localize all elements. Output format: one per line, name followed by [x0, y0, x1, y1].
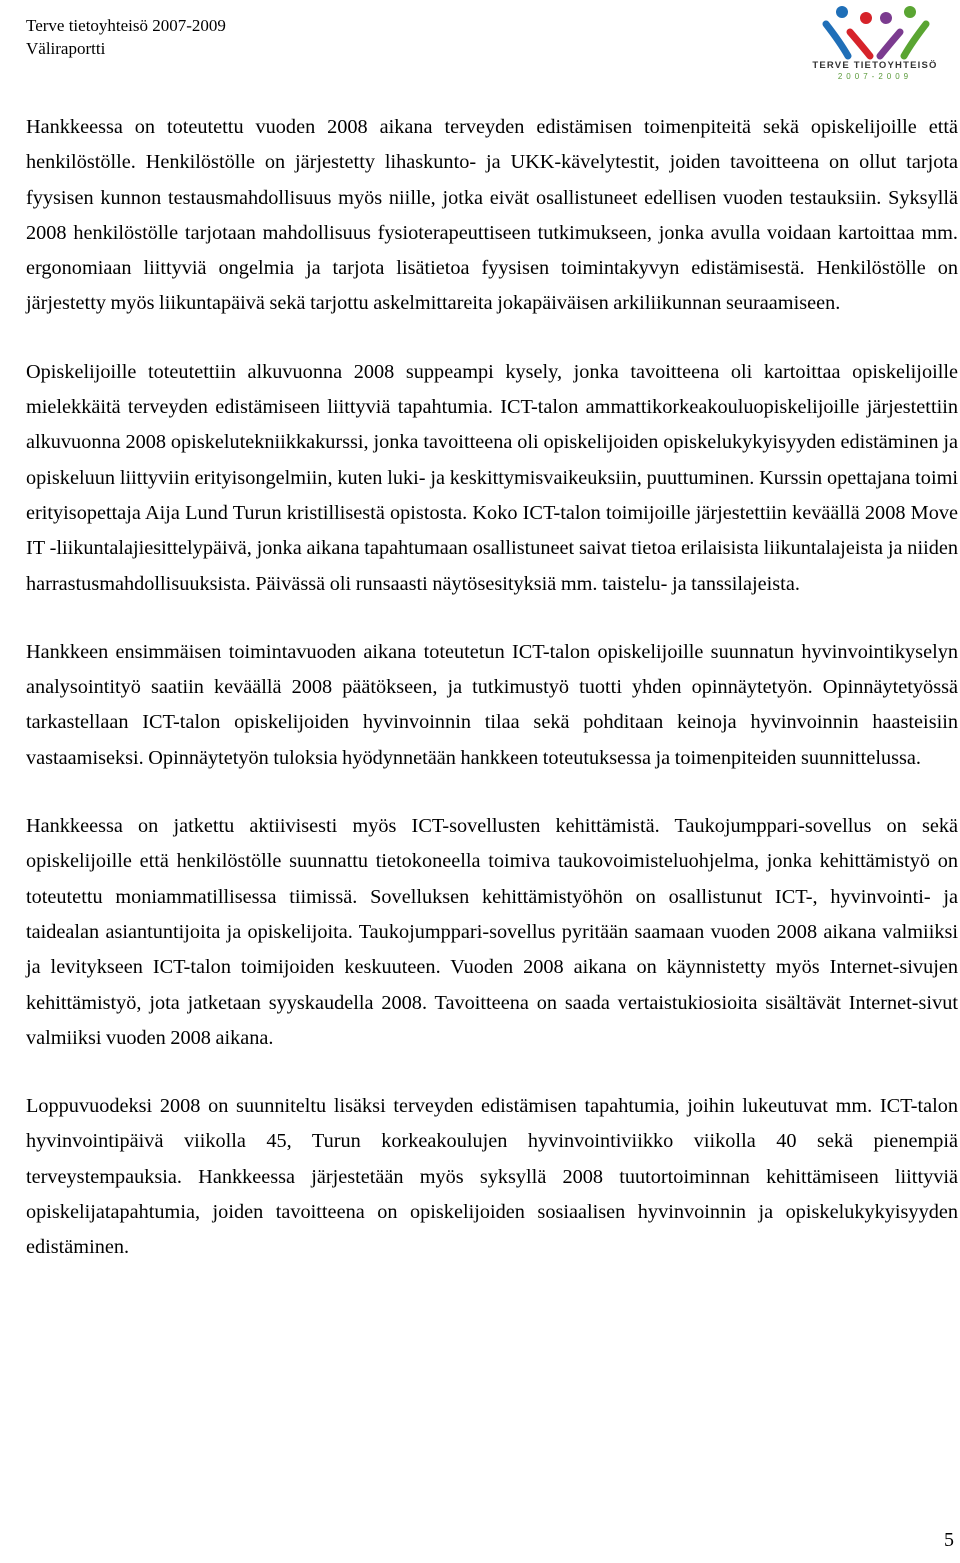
paragraph: Hankkeessa on toteutettu vuoden 2008 aikana terveyden edistämisen toimenpiteitä sekä opiskelijoille että henkilöstölle. Henkilöstölle on järjestetty lihaskunto- ja UKK-kävelytestit, joiden tavoitteena on ollut tarjota fyysisen kunnon testausmahdollisuus myös niille, jotka eivät osallistuneet edellisen vuoden testauksiin. Syksyllä 2008 henkilöstölle tarjotaan mahdollisuus fysioterapeuttiseen tutkimukseen, jonka avulla voidaan kartoittaa mm. ergonomiaan liittyviä ongelmia ja tarjota lisätietoa fyysisen toimintakyvyn edistämisestä. Henkilöstölle on järjestetty myös liikuntapäivä sekä tarjottu askelmittareita jokapäiväisen arkiliikunnan seuraamiseen.: [26, 116, 958, 315]
page-number: 5: [944, 1529, 954, 1551]
document-header: [26, 14, 226, 60]
paragraph: Hankkeen ensimmäisen toimintavuoden aikana toteutetun ICT-talon opiskelijoille suunnatun hyvinvointikyselyn analysointityö saatiin keväällä 2008 päätökseen, ja tutkimustyö tuotti yhden opinnäytetyön. Opinnäytetyössä tarkastellaan ICT-talon opiskelijoiden hyvinvoinnin tilaa sekä pohditaan keinoja hyvinvoinnin haasteisiin vastaamiseksi. Opinnäytetyön tuloksia hyödynnetään hankkeen toteutuksessa ja toimenpiteiden suunnittelussa.: [26, 640, 958, 769]
header-subtitle: Väliraportti: [26, 39, 106, 58]
header-title: Terve tietoyhteisö 2007-2009: [26, 16, 226, 35]
logo-figures-icon: [800, 2, 950, 60]
paragraph: Hankkeessa on jatkettu aktiivisesti myös ICT-sovellusten kehittämistä. Taukojumppari-sovellus on sekä opiskelijoille että henkilöstölle suunnattu tietokoneella toimiva taukovoimisteluohjelma, jonka kehittämistyö on toteutettu moniammatillisessa tiimissä. Sovelluksen kehittämistyöhön on osallistunut ICT-, hyvinvointi- ja taidealan asiantuntijoita ja opiskelijoita. Taukojumppari-sovellus pyritään saamaan vuoden 2008 aikana valmiiksi ja levitykseen ICT-talon toimijoiden keskuuteen. Vuoden 2008 aikana on käynnistetty myös Internet-sivujen kehittämistyö, jota jatketaan syyskaudella 2008. Tavoitteena on saada vertaistukiosioita sisältävät Internet-sivut valmiiksi vuoden 2008 aikana.: [26, 815, 958, 1049]
logo-years: 2007-2009: [837, 72, 913, 81]
document-body: [26, 110, 958, 1299]
paragraph: Opiskelijoille toteutettiin alkuvuonna 2008 suppeampi kysely, jonka tavoitteena oli kartoittaa opiskelijoille mielekkäitä terveyden edistämiseen liittyviä tapahtumia. ICT-talon ammattikorkeakouluopiskelijoille järjestettiin alkuvuonna 2008 opiskelutekniikkakurssi, jonka tavoitteena oli opiskelijoiden opiskelukykyisyyden edistäminen ja opiskeluun liittyviin erityisongelmiin, kuten luki- ja keskittymisvaikeuksiin, puuttuminen. Kurssin opettajana toimi erityisopettaja Aija Lund Turun kristillisestä opistosta. Koko ICT-talon toimijoille järjestettiin keväällä 2008 Move IT -liikuntalajiesittelypäivä, jonka aikana tapahtumaan osallistuneet saivat tietoa erilaisista liikuntalajeista ja niiden harrastusmahdollisuuksista. Päivässä oli runsaasti näytösesityksiä mm. taistelu- ja tanssilajeista.: [26, 360, 958, 595]
paragraph: Loppuvuodeksi 2008 on suunniteltu lisäksi terveyden edistämisen tapahtumia, joihin lukeutuvat mm. ICT-talon hyvinvointipäivä viikolla 45, Turun korkeakoulujen hyvinvointiviikko viikolla 40 sekä pienempiä terveystempauksia. Hankkeessa järjestetään myös syksyllä 2008 tuutortoiminnan kehittämiseen liittyviä opiskelijatapahtumia, joiden tavoitteena on opiskelijoiden sosiaalisen hyvinvoinnin ja opiskelukykyisyyden edistäminen.: [26, 1095, 958, 1259]
terve-tietoyhteiso-logo: [800, 2, 950, 82]
logo-wordmark: TERVE TIETOYHTEISÖ: [812, 60, 938, 71]
